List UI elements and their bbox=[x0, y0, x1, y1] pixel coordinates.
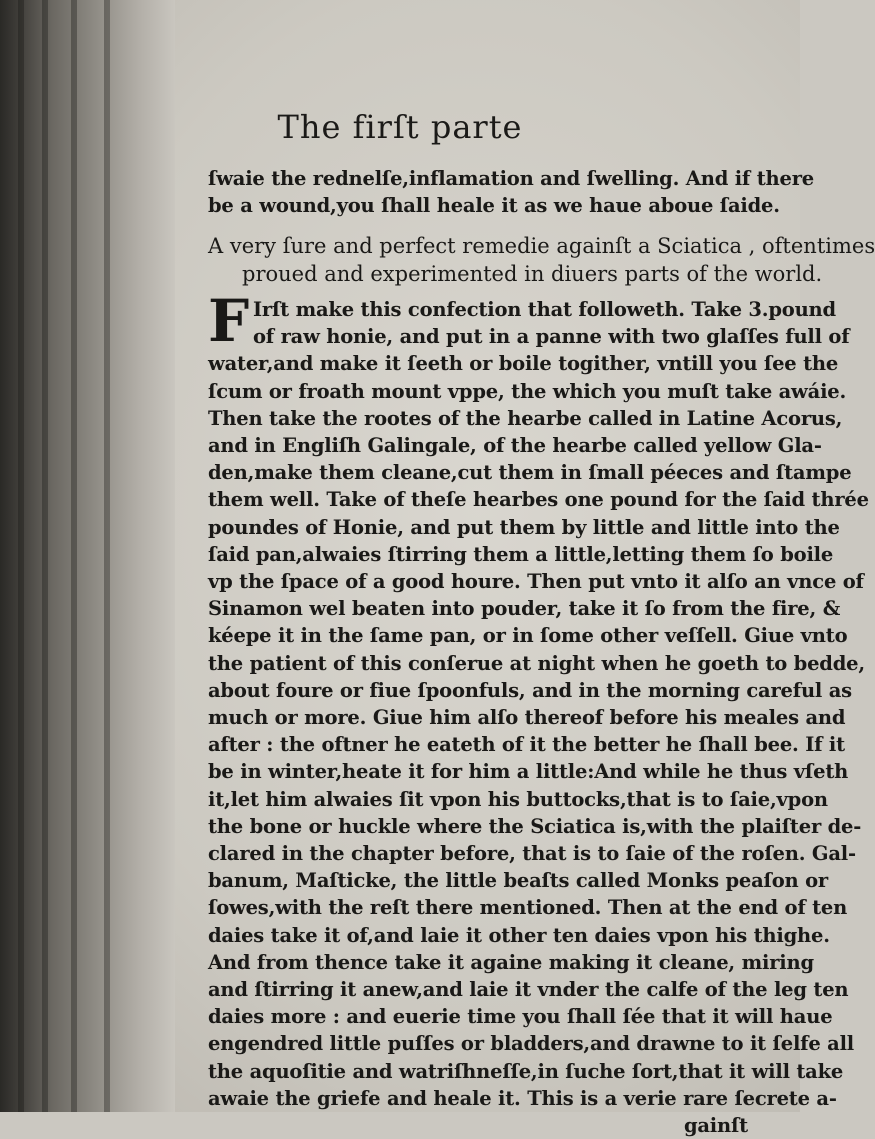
body-line: it,let him alwaies ſit vpon his buttocks,that is to ſaie,vpon bbox=[208, 787, 828, 811]
body-line: the aquoſitie and watriſhneſſe,in ſuche ſort,that it will take bbox=[208, 1059, 844, 1083]
body-line: ſaid pan,alwaies ſtirring them a little,letting them ſo boile bbox=[208, 542, 834, 566]
body-paragraph bbox=[208, 287, 869, 1139]
section-heading bbox=[208, 232, 875, 288]
body-line: daies more : and euerie time you ſhall ſée that it will haue bbox=[208, 1005, 833, 1029]
drop-cap: F bbox=[208, 287, 249, 355]
body-line: after : the oftner he eateth of it the better he ſhall bee. If it bbox=[208, 733, 845, 757]
body-line: banum, Maſticke, the little beaſts called Monks peaſon or bbox=[208, 869, 828, 893]
binding-gutter bbox=[0, 0, 175, 1112]
running-header: The firſt parte bbox=[277, 108, 523, 146]
body-line: kéepe it in the ſame pan, or in ſome other veſſell. Giue vnto bbox=[208, 624, 848, 648]
body-lines bbox=[208, 350, 869, 1112]
body-line: engendred little puſſes or bladders,and drawne to it ſelfe all bbox=[208, 1032, 854, 1056]
catchword: gainſt bbox=[683, 1114, 748, 1138]
body-line: the patient of this conſerue at night when he goeth to bedde, bbox=[208, 651, 865, 675]
body-line: ſowes,with the reſt there mentioned. Then at the end of ten bbox=[208, 896, 848, 920]
body-line: them well. Take of theſe hearbes one pound for the ſaid thrée bbox=[208, 488, 869, 512]
body-line: poundes of Honie, and put them by little and little into the bbox=[208, 515, 840, 539]
body-line: Sinamon wel beaten into pouder, take it ſo from the fire, & bbox=[208, 597, 841, 621]
body-line: much or more. Giue him alſo thereof before his meales and bbox=[208, 706, 846, 730]
body-line: clared in the chapter before, that is to ſaie of the roſen. Gal- bbox=[208, 842, 856, 866]
body-line: Then take the rootes of the hearbe called in Latine Acorus, bbox=[208, 406, 843, 430]
body-line: den,make them cleane,cut them in ſmall péeces and ſtampe bbox=[208, 461, 852, 485]
body-line: Irſt make this confection that followeth. Take 3.pound bbox=[252, 298, 836, 321]
intro-line: be a wound,you ſhall heale it as we haue aboue ſaide. bbox=[208, 194, 780, 218]
body-line: be in winter,heate it for him a little:And while he thus vſeth bbox=[208, 760, 849, 784]
body-line: of raw honie, and put in a panne with two glaſſes full of bbox=[252, 325, 850, 349]
body-line: the bone or huckle where the Sciatica is,with the plaiſter de- bbox=[208, 814, 862, 838]
body-line: awaie the griefe and heale it. This is a verie rare ſecrete a- bbox=[208, 1086, 837, 1110]
body-line: daies take it of,and laie it other ten daies vpon his thighe. bbox=[208, 923, 830, 947]
heading-line: proued and experimented in diuers parts of the world. bbox=[242, 262, 823, 286]
body-line: water,and make it ſeeth or boile togither, vntill you ſee the bbox=[208, 352, 839, 376]
body-line: about foure or fiue ſpoonfuls, and in the morning careful as bbox=[208, 678, 852, 702]
heading-line: A very ſure and perfect remedie againſt a Sciatica , oftentimes bbox=[208, 234, 875, 258]
body-line: And from thence take it againe making it cleane, miring bbox=[208, 950, 814, 974]
intro-line: ſwaie the rednelſe,inflamation and ſwelling. And if there bbox=[208, 167, 814, 190]
body-line: and in Engliſh Galingale, of the hearbe called yellow Gla- bbox=[208, 434, 822, 458]
intro-paragraph bbox=[208, 165, 814, 219]
body-line: and ſtirring it anew,and laie it vnder the calfe of the leg ten bbox=[208, 978, 849, 1002]
body-line: vp the ſpace of a good houre. Then put vnto it alſo an vnce of bbox=[208, 570, 864, 594]
body-line: ſcum or froath mount vppe, the which you muſt take awáie. bbox=[208, 379, 847, 403]
